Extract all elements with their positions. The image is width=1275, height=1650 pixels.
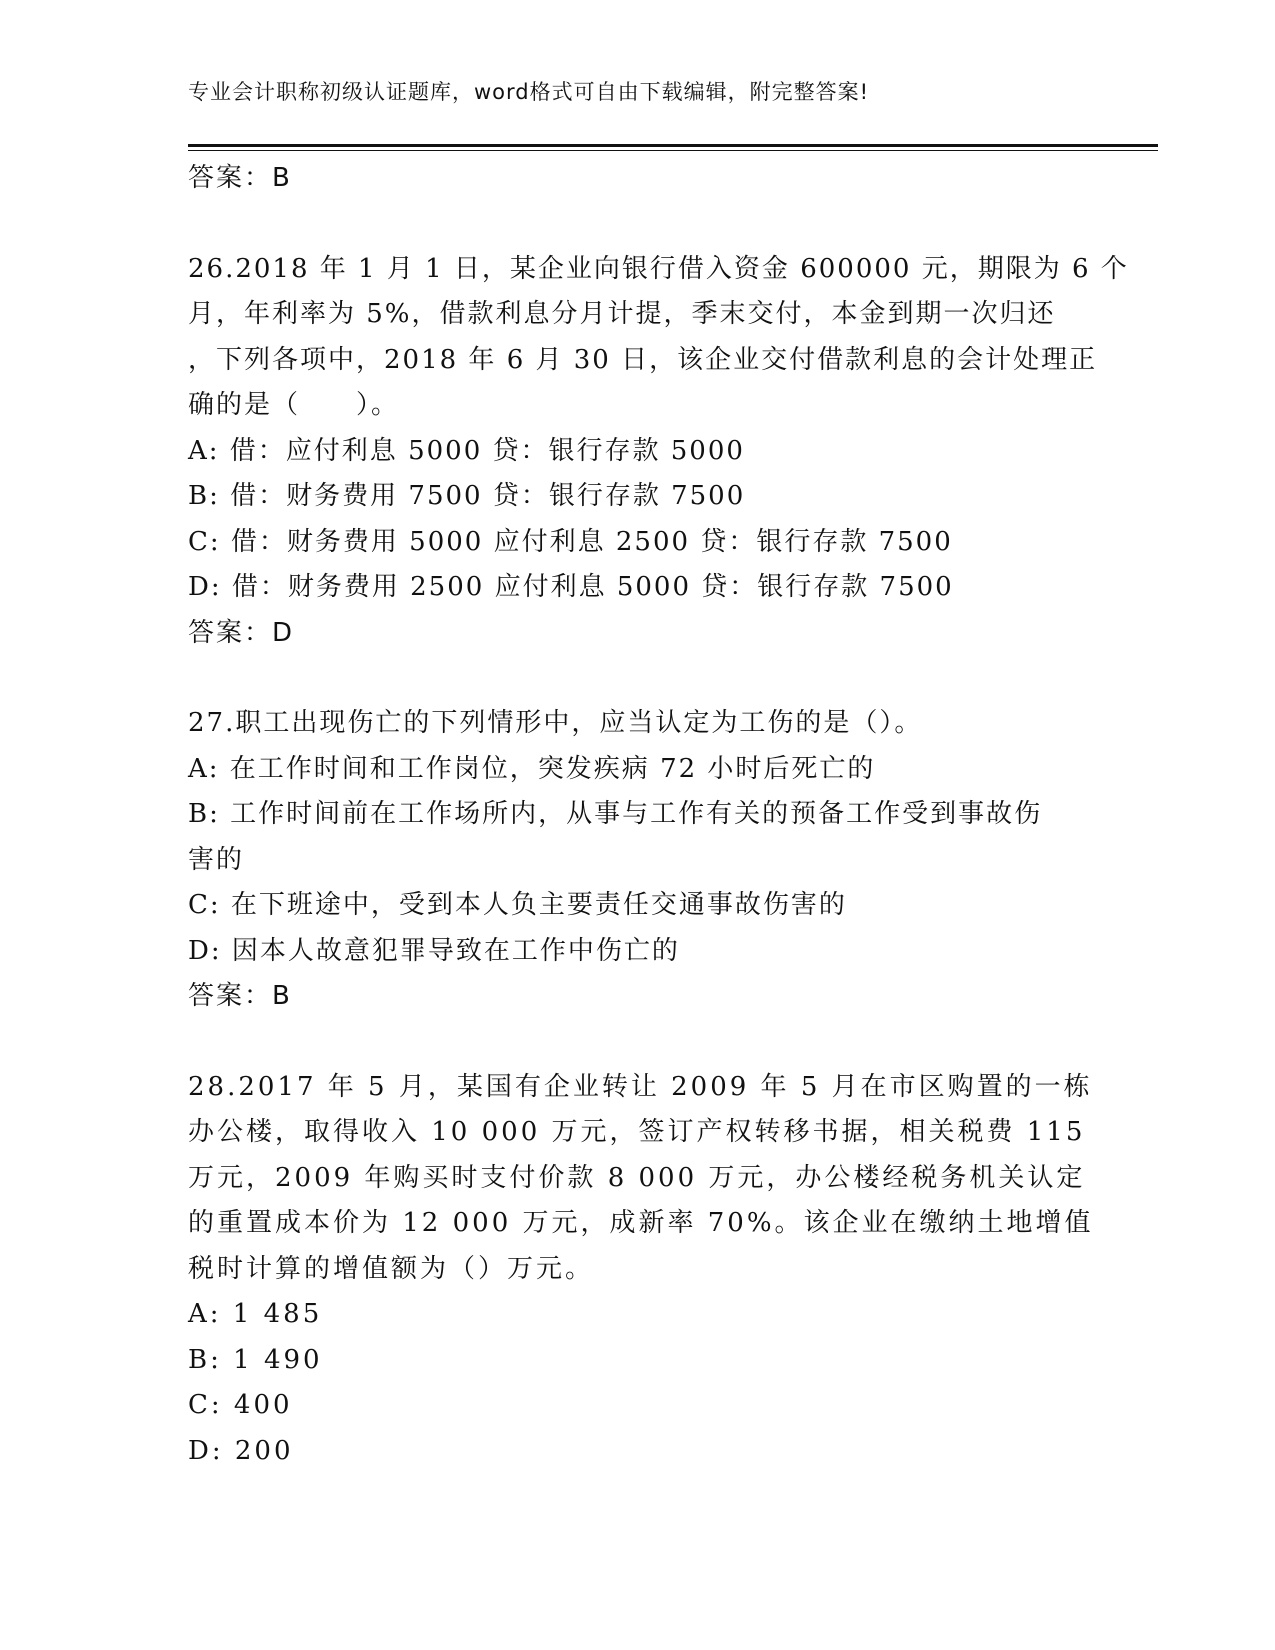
question-text-line: 税时计算的增值额为（）万元。 — [188, 1253, 595, 1284]
document-body — [188, 156, 1129, 1474]
spacer — [188, 1020, 1088, 1065]
question-26 — [188, 247, 1129, 657]
option-c: C: 在下班途中，受到本人负主要责任交通事故伤害的 — [188, 890, 847, 920]
spacer — [188, 656, 1088, 701]
answer-q25: 答案：B — [188, 163, 292, 193]
question-text-line: 月，年利率为 5%，借款利息分月计提，季末交付，本金到期一次归还 — [188, 299, 1056, 329]
header-rule-thin — [188, 150, 1158, 151]
option-d: D: 借：财务费用 2500 应付利息 5000 贷：银行存款 7500 — [188, 572, 954, 602]
option-a: A: 在工作时间和工作岗位，突发疾病 72 小时后死亡的 — [188, 753, 876, 784]
question-text-line: 27.职工出现伤亡的下列情形中，应当认定为工伤的是（）。 — [188, 708, 923, 738]
option-b: B: 1 490 — [188, 1344, 323, 1375]
spacer — [188, 202, 1088, 247]
option-b: B: 借：财务费用 7500 贷：银行存款 7500 — [188, 481, 746, 511]
question-text-line: 28.2017 年 5 月，某国有企业转让 2009 年 5 月在市区购置的一栋 — [188, 1071, 1093, 1102]
question-27 — [188, 701, 1088, 1020]
question-text-line: 办公楼，取得收入 10 000 万元，签订产权转移书据，相关税费 115 — [188, 1117, 1086, 1147]
option-b-continued: 害的 — [188, 844, 245, 875]
option-c: C: 借：财务费用 5000 应付利息 2500 贷：银行存款 7500 — [188, 526, 953, 557]
option-a: A: 1 485 — [188, 1299, 323, 1329]
question-text-line: 确的是（ ）。 — [188, 390, 400, 420]
page-header: 专业会计职称初级认证题库，word格式可自由下载编辑，附完整答案! — [188, 80, 870, 104]
option-c: C: 400 — [188, 1390, 293, 1420]
question-text-line: 26.2018 年 1 月 1 日，某企业向银行借入资金 600000 元，期限为 6 个 — [188, 253, 1129, 284]
question-text-line: ，下列各项中，2018 年 6 月 30 日，该企业交付借款利息的会计处理正 — [188, 344, 1098, 375]
question-text-line: 的重置成本价为 12 000 万元，成新率 70%。该企业在缴纳土地增值 — [188, 1208, 1094, 1238]
option-d: D: 200 — [188, 1435, 294, 1466]
question-text-line: 万元，2009 年购买时支付价款 8 000 万元，办公楼经税务机关认定 — [188, 1162, 1086, 1193]
header-rule-thick — [188, 144, 1158, 147]
option-d: D: 因本人故意犯罪导致在工作中伤亡的 — [188, 935, 680, 966]
answer-q26: 答案：D — [188, 617, 295, 648]
option-b: B: 工作时间前在工作场所内，从事与工作有关的预备工作受到事故伤 — [188, 799, 1043, 829]
question-28 — [188, 1065, 1094, 1475]
option-a: A: 借：应付利息 5000 贷：银行存款 5000 — [188, 435, 745, 466]
answer-q27: 答案：B — [188, 981, 292, 1011]
